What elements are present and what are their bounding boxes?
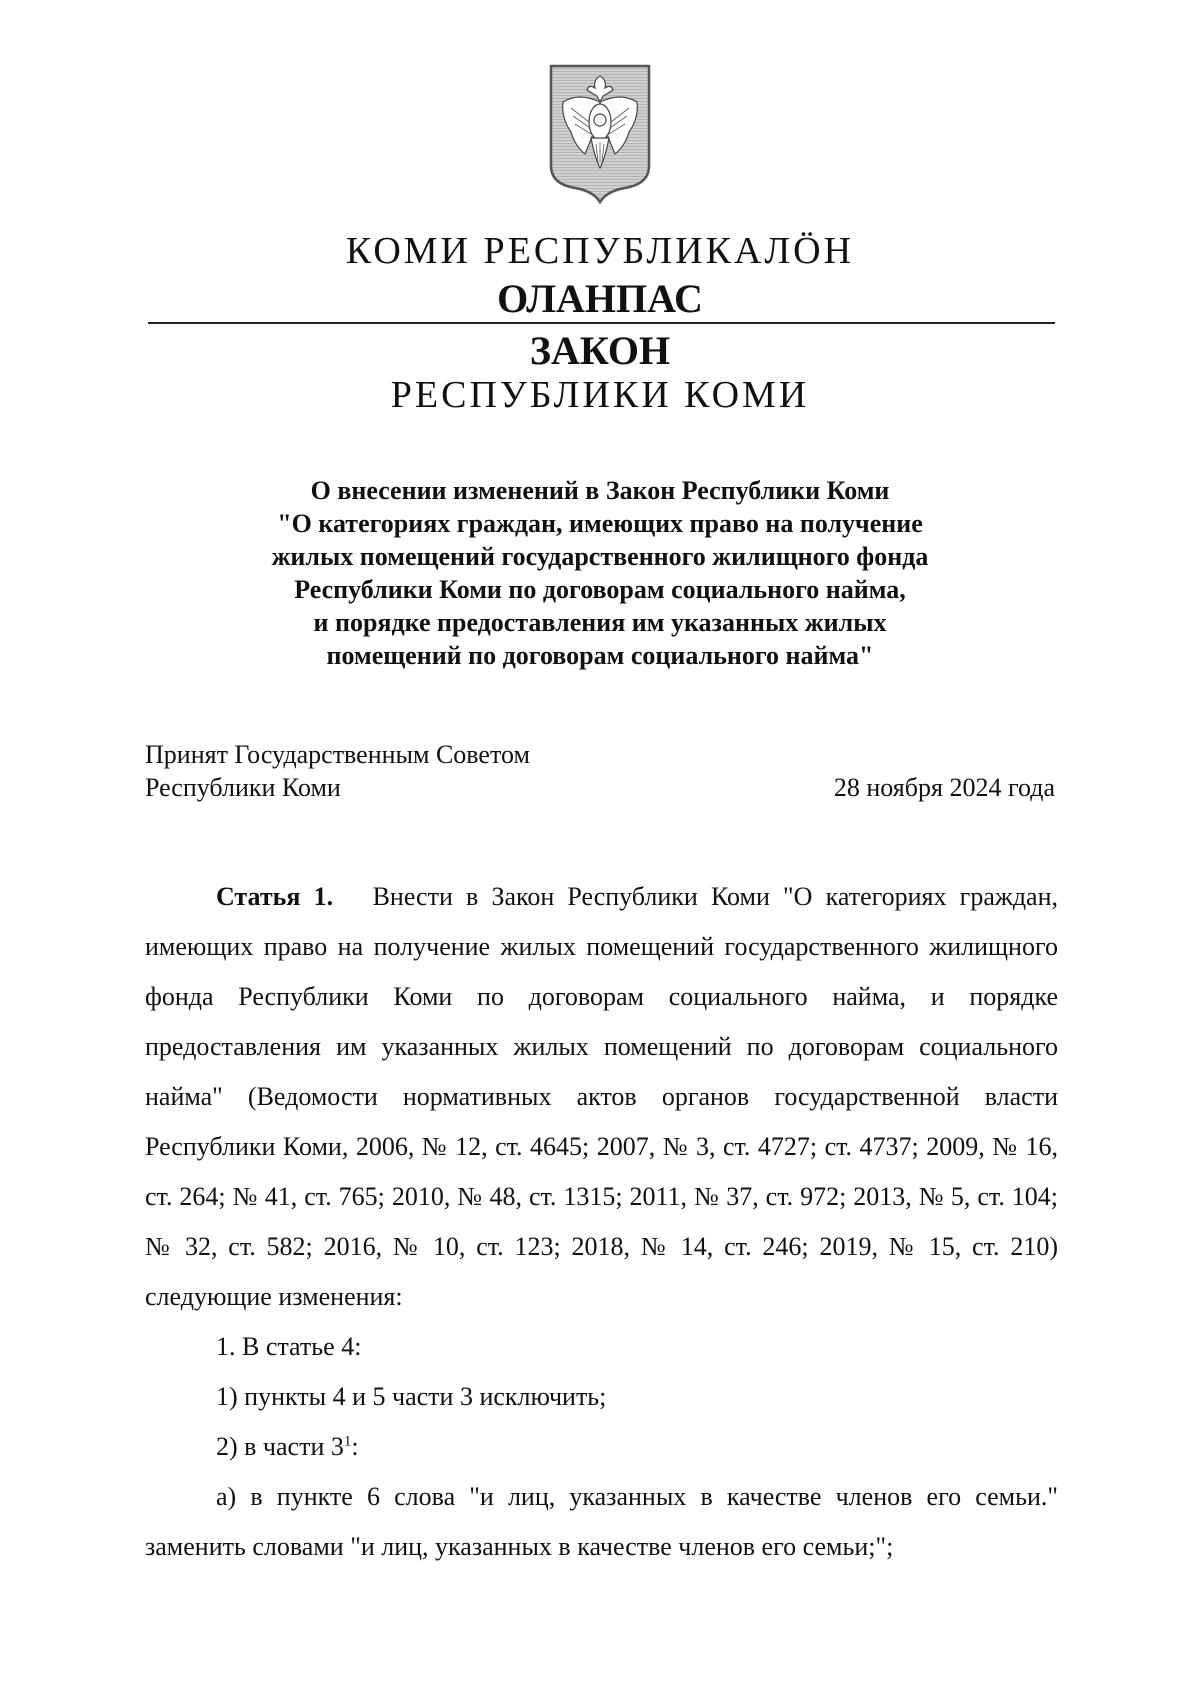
header-divider	[148, 322, 1055, 324]
title-line: Республики Коми по договорам социального найма,	[294, 575, 906, 604]
subitem-2	[145, 1422, 1058, 1472]
adoption-block	[145, 738, 1055, 804]
article-1-paragraph	[145, 872, 1058, 1322]
title-line: и порядке предоставления им указанных жилых	[313, 608, 887, 637]
superscript: 1	[343, 1433, 352, 1450]
subitem-a: а) в пункте 6 слова "и лиц, указанных в качестве членов его семьи." заменить словами "и лиц, указанных в качестве членов его семьи;";	[145, 1482, 1058, 1561]
subitem-1: 1) пункты 4 и 5 части 3 исключить;	[216, 1382, 607, 1411]
coat-of-arms-emblem	[545, 62, 655, 204]
document-body	[145, 872, 1058, 1572]
header-komi-line: КОМИ РЕСПУБЛИКАЛÖН	[345, 230, 855, 272]
subitem-2-colon: :	[351, 1432, 359, 1461]
title-line: "О категориях граждан, имеющих право на получение	[277, 509, 923, 538]
header-zakon: ЗАКОН	[529, 328, 671, 373]
subitem-2-text: 2) в части 3	[216, 1432, 344, 1461]
document-title	[0, 474, 1200, 672]
header-olanpas: ОЛАНПАС	[497, 276, 703, 321]
article-text: Внести в Закон Республики Коми "О категориях граждан, имеющих право на получение жилых помещений государственного жилищного фонда Республики Коми по договорам социального найма, и порядке предоставления им указанных жилых помещений по договорам социального найма" (Ведомости нормативных актов органов государственной власти Республики Коми, 2006, № 12, ст. 4645; 2007, № 3, ст. 4727; ст. 4737; 2009, № 16, ст. 264; № 41, ст. 765; 2010, № 48, ст. 1315; 2011, № 37, ст. 972; 2013, № 5, ст. 104; № 32, ст. 582; 2016, № 10, ст. 123; 2018, № 14, ст. 246; 2019, № 15, ст. 210) следующие изменения:	[145, 882, 1059, 1311]
title-line: жилых помещений государственного жилищного фонда	[271, 542, 929, 571]
title-line: помещений по договорам социального найма"	[326, 641, 874, 670]
title-line: О внесении изменений в Закон Республики Коми	[310, 476, 890, 505]
header-respubliki: РЕСПУБЛИКИ КОМИ	[390, 374, 810, 416]
adopted-by-line: Принят Государственным Советом	[145, 740, 530, 769]
adopted-by-line: Республики Коми	[145, 773, 341, 802]
article-label: Статья 1.	[216, 882, 334, 911]
item-1: 1. В статье 4:	[216, 1332, 362, 1361]
adoption-date: 28 ноября 2024 года	[833, 773, 1055, 802]
